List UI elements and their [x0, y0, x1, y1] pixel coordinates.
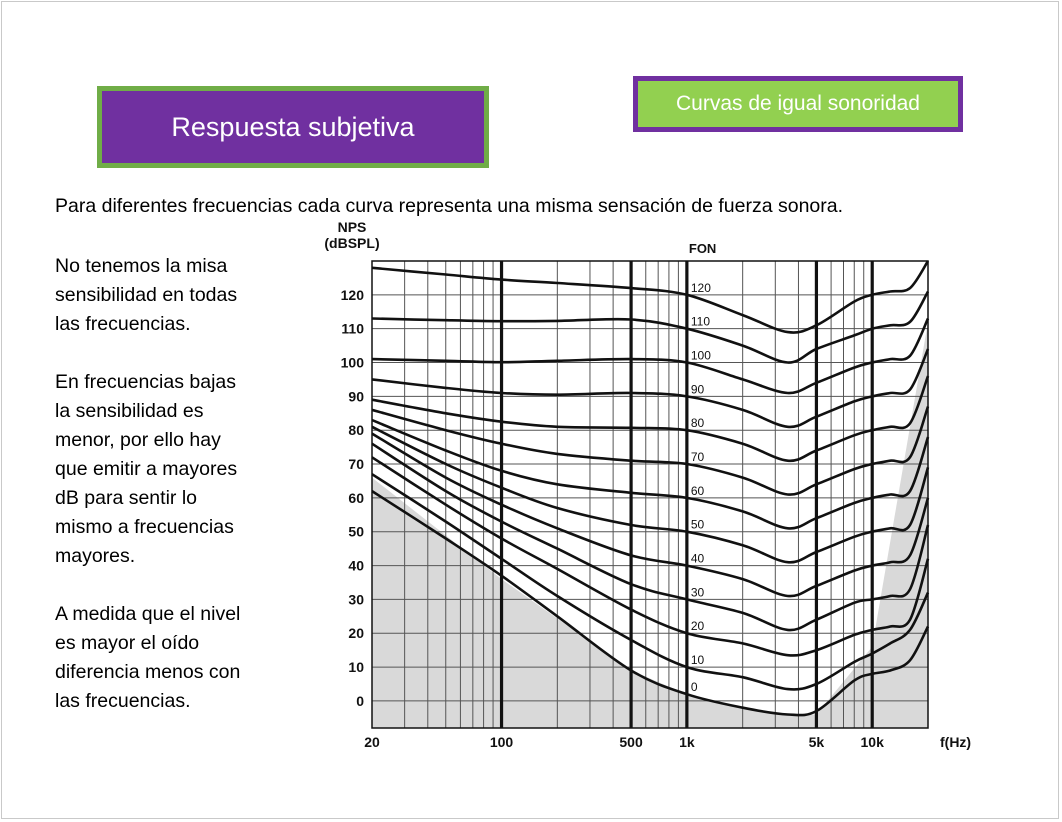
x-tick-label: 500 — [619, 734, 643, 750]
x-tick-label: 20 — [364, 734, 380, 750]
y-tick-label: 40 — [348, 557, 364, 574]
y-tick-label: 120 — [340, 286, 364, 303]
y-tick-label: 30 — [348, 591, 364, 608]
curve-label-40: 40 — [690, 551, 705, 566]
y-axis-label: (dBSPL) — [324, 235, 380, 251]
curve-label-10: 10 — [690, 653, 705, 668]
note-sensitivity: No tenemos la misa sensibilidad en todas las frecuencias. — [55, 255, 238, 335]
curve-label-20: 20 — [690, 619, 705, 634]
y-tick-label: 90 — [348, 388, 364, 405]
y-tick-label: 70 — [348, 456, 364, 473]
y-tick-label: 100 — [340, 354, 364, 371]
topic-badge — [633, 76, 963, 132]
y-tick-label: 10 — [348, 659, 364, 676]
equal-loudness-chart — [300, 218, 980, 763]
curve-label-50: 50 — [690, 517, 705, 532]
notes-column — [55, 252, 295, 745]
note-higher-levels: A medida que el nivel es mayor el oído diferencia menos con las frecuencias. — [55, 603, 241, 712]
curve-label-70: 70 — [690, 450, 705, 465]
curve-label-100: 100 — [690, 348, 711, 363]
legend-title: FON — [688, 241, 717, 256]
y-tick-label: 20 — [348, 625, 364, 642]
y-tick-label: 50 — [348, 523, 364, 540]
curve-label-90: 90 — [690, 382, 705, 397]
y-axis-label: NPS — [337, 219, 367, 235]
x-tick-label: 1k — [679, 734, 695, 750]
x-tick-label: 5k — [808, 734, 825, 750]
note-low-frequencies: En frecuencias bajas la sensibilidad es menor, por ello hay que emitir a mayores dB para sentir lo mismo a frecuencias mayores. — [55, 371, 238, 567]
intro-text: Para diferentes frecuencias cada curva representa una misma sensación de fuerza sonora. — [55, 195, 844, 217]
y-tick-label: 80 — [348, 422, 364, 439]
curve-label-30: 30 — [690, 585, 705, 600]
topic-badge-text: Curvas de igual sonoridad — [676, 92, 920, 115]
x-tick-label: 10k — [860, 734, 884, 750]
y-tick-label: 110 — [341, 320, 364, 337]
curve-label-110: 110 — [690, 314, 711, 329]
curve-label-80: 80 — [690, 416, 705, 431]
y-tick-label: 0 — [356, 692, 364, 709]
curve-label-120: 120 — [690, 280, 711, 295]
y-tick-label: 60 — [348, 489, 364, 506]
curve-label-0: 0 — [690, 680, 698, 695]
slide-title — [97, 86, 489, 168]
slide-title-text: Respuesta subjetiva — [171, 111, 415, 142]
curve-label-60: 60 — [690, 483, 705, 498]
x-axis-label: f(Hz) — [940, 734, 972, 750]
x-tick-label: 100 — [489, 734, 514, 750]
